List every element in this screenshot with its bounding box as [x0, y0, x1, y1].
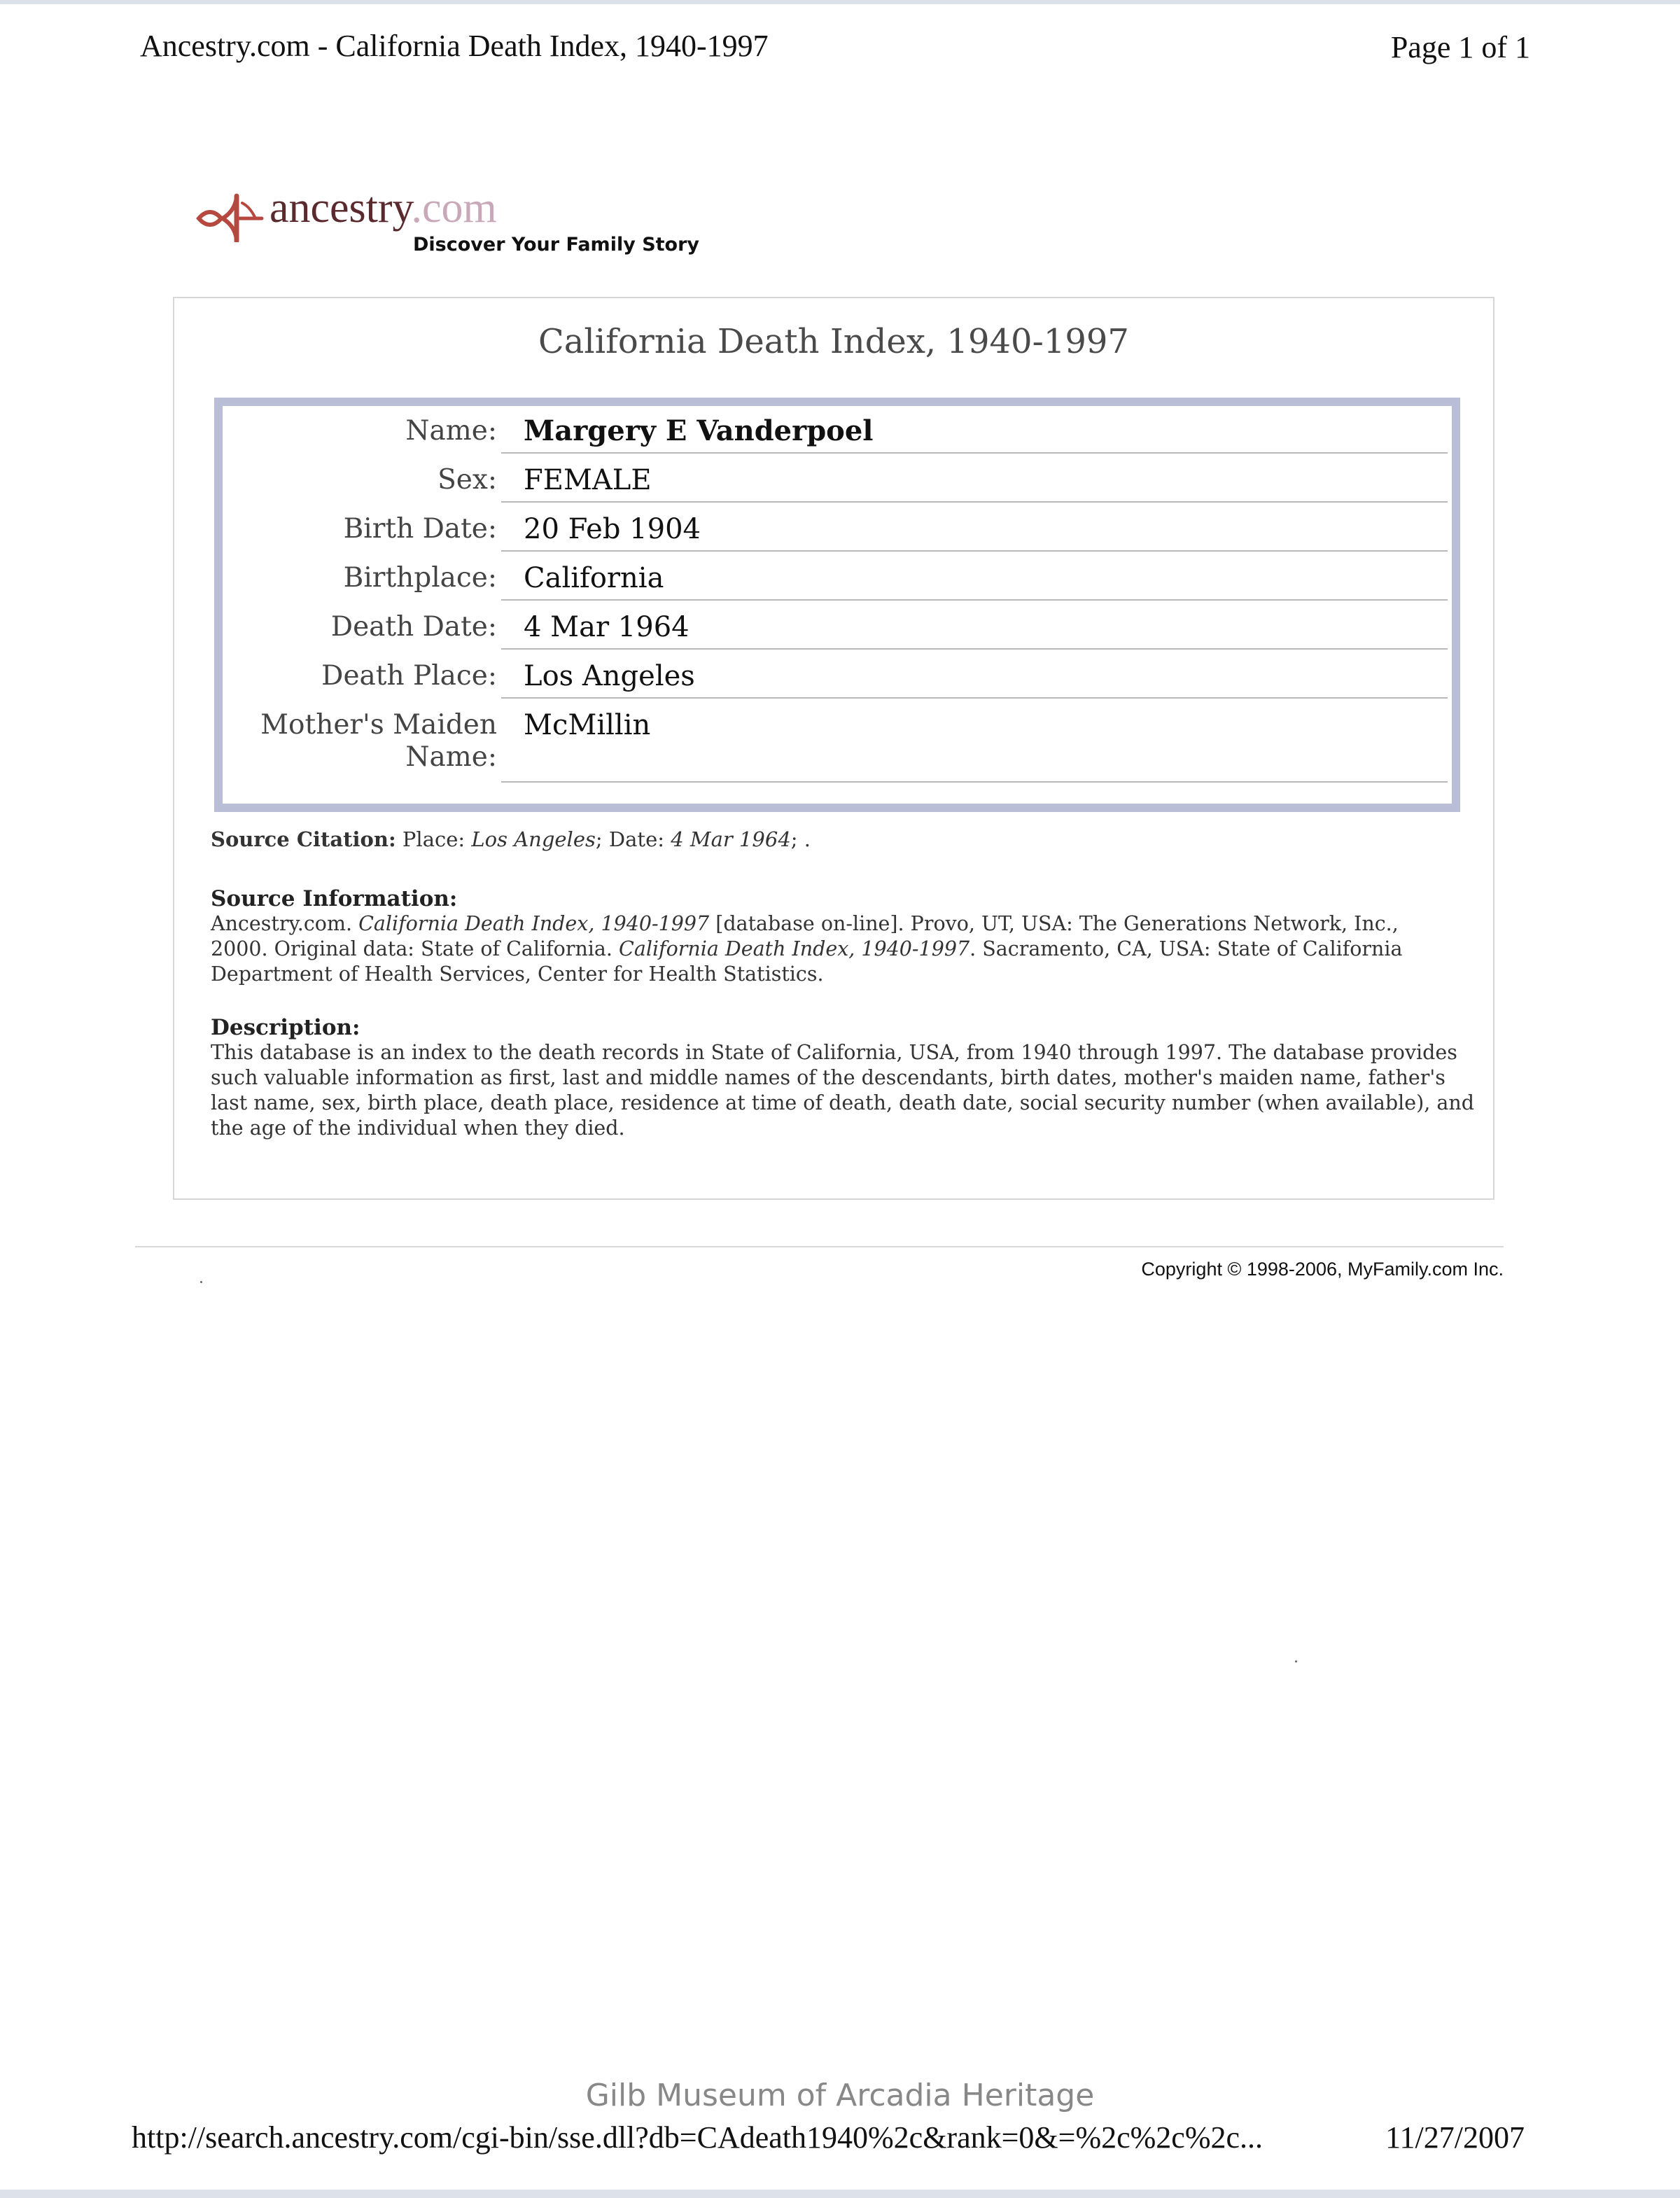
source-citation-date-label: Date: [608, 827, 665, 851]
field-divider [501, 550, 1448, 552]
description-heading: Description: [211, 1015, 360, 1040]
field-label-sex: Sex: [438, 464, 497, 496]
field-label-death-place: Death Place: [321, 660, 497, 692]
source-information-line [211, 937, 1464, 962]
field-value-name: Margery E Vanderpoel [524, 414, 874, 447]
copyright-notice[interactable]: Copyright © 1998-2006, MyFamily.com Inc. [1141, 1259, 1504, 1280]
field-divider [501, 697, 1448, 699]
source-citation-tail: ; . [790, 827, 811, 851]
field-divider [501, 648, 1448, 650]
text-run: 2000. Original data: State of California. [211, 937, 620, 960]
source-information [211, 886, 1464, 987]
field-value-birthplace: California [524, 562, 664, 594]
source-information-line: Department of Health Services, Center for Health Statistics. [211, 962, 824, 986]
print-footer-date: 11/27/2007 [1385, 2120, 1525, 2155]
source-information-line [211, 911, 1464, 937]
source-citation: Source Citation: Place: Los Angeles; Date: 4 Mar 1964; . [211, 827, 811, 851]
scan-speck [1295, 1660, 1297, 1662]
source-citation-place-label: Place: [402, 827, 465, 851]
field-divider [501, 501, 1448, 503]
field-value-birth-date: 20 Feb 1904 [524, 513, 701, 545]
leaf-sprig-icon [196, 193, 266, 242]
field-label-name: Name: [405, 415, 497, 447]
field-value-sex: FEMALE [524, 464, 652, 496]
description-line: such valuable information as first, last and middle names of the descendants, birth dates, mother's maiden name, father's [211, 1066, 1446, 1089]
logo-domain: .com [411, 184, 497, 232]
database-title: California Death Index, 1940-1997 [619, 937, 970, 960]
scan-bottom-edge [0, 2190, 1680, 2198]
logo-wordmark [270, 183, 497, 233]
field-value-death-date: 4 Mar 1964 [524, 611, 690, 643]
field-label-mothers-maiden-line2: Name: [405, 741, 497, 773]
description [211, 1015, 1474, 1141]
source-citation-label: Source Citation: [211, 827, 396, 851]
record-title: California Death Index, 1940-1997 [538, 322, 1129, 361]
field-label-mothers-maiden-line1: Mother's Maiden [260, 709, 497, 741]
text-run: [database on-line]. Provo, UT, USA: The Generations Network, Inc., [709, 912, 1399, 935]
description-line: last name, sex, birth place, death place, residence at time of death, death date, social security number (when available), and [211, 1091, 1474, 1114]
source-citation-date: 4 Mar 1964 [671, 827, 791, 851]
scan-top-edge [0, 0, 1680, 4]
ancestry-logo[interactable] [196, 184, 728, 266]
print-footer-url: http://search.ancestry.com/cgi-bin/sse.dll?db=CAdeath1940%2c&rank=0&=%2c%2c%2c... [132, 2120, 1264, 2155]
source-information-body [211, 911, 1464, 987]
print-header-title: Ancestry.com - California Death Index, 1940-1997 [140, 29, 769, 63]
logo-word: ancestry [270, 184, 412, 232]
description-body [211, 1040, 1474, 1141]
text-run: Ancestry.com. [211, 912, 359, 935]
field-label-death-date: Death Date: [330, 611, 497, 643]
field-value-mothers-maiden-name: McMillin [524, 709, 651, 741]
logo-tagline: Discover Your Family Story [413, 234, 700, 255]
record-card [173, 297, 1494, 1200]
source-citation-place: Los Angeles [471, 827, 596, 851]
print-header-page-number: Page 1 of 1 [1390, 30, 1530, 64]
footer-divider [135, 1246, 1504, 1247]
description-line: the age of the individual when they died. [211, 1116, 625, 1140]
field-value-death-place: Los Angeles [524, 660, 695, 692]
field-divider [501, 781, 1448, 783]
scan-speck [200, 1281, 202, 1283]
description-line: This database is an index to the death records in State of California, USA, from 1940 through 1997. The database provides [211, 1041, 1457, 1064]
field-divider [501, 599, 1448, 601]
field-label-birth-date: Birth Date: [343, 513, 497, 545]
text-run: . Sacramento, CA, USA: State of California [969, 937, 1403, 960]
field-divider [501, 452, 1448, 454]
source-information-heading: Source Information: [211, 886, 458, 911]
record-details-box [214, 398, 1460, 812]
database-title: California Death Index, 1940-1997 [358, 912, 710, 935]
museum-watermark: Gilb Museum of Arcadia Heritage [585, 2078, 1095, 2113]
field-label-birthplace: Birthplace: [343, 562, 497, 594]
